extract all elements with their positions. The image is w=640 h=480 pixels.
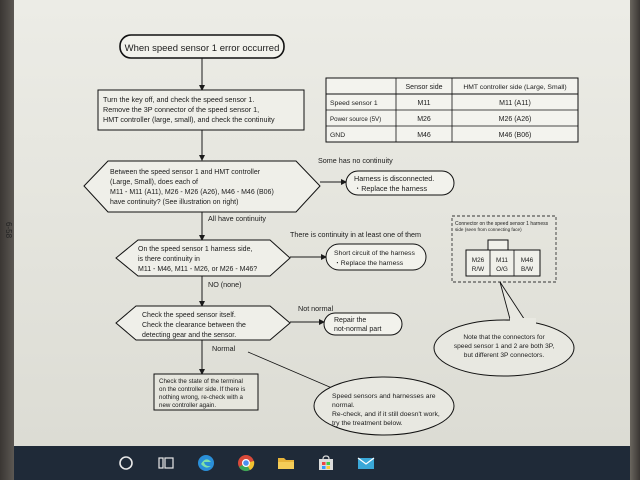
decision-continuity-line-3: M11 - M11 (A11), M26 - M26 (A26), M46 - M46 (B06) bbox=[110, 189, 274, 196]
table-row-1-controller: M11 (A11) bbox=[499, 100, 531, 107]
start-terminal-text: When speed sensor 1 error occurred bbox=[124, 43, 280, 54]
table-header-sensor-side: Sensor side bbox=[405, 84, 443, 91]
callout-sensors-normal-line-4: try the treatment below. bbox=[332, 420, 403, 427]
step-check-controller-line-3: nothing wrong, re-check with a bbox=[159, 394, 243, 401]
label-some-no-continuity: Some has no continuity bbox=[318, 156, 393, 165]
table-header-controller-side: HMT controller side (Large, Small) bbox=[463, 84, 567, 91]
result-repair-part-line-2: not-normal part bbox=[334, 326, 382, 333]
task-view-icon[interactable] bbox=[146, 446, 186, 480]
result-harness-disconnected-line-1: Harness is disconnected. bbox=[354, 174, 435, 183]
result-short-circuit-line-2: ・Replace the harness bbox=[334, 260, 404, 267]
table-row-1-sensor: M11 bbox=[417, 100, 431, 107]
pin-table bbox=[326, 78, 578, 142]
windows-taskbar bbox=[14, 446, 630, 480]
step-check-controller-line-4: new controller again. bbox=[159, 402, 217, 409]
pin-1-color: R/W bbox=[471, 266, 485, 273]
table-row-3-sensor: M46 bbox=[417, 132, 431, 139]
label-normal: Normal bbox=[212, 344, 236, 353]
label-all-have-continuity: All have continuity bbox=[208, 214, 266, 223]
callout-sensors-normal-line-1: Speed sensors and harnesses are bbox=[332, 393, 436, 400]
table-row-3-label: GND bbox=[330, 132, 346, 139]
connector-title-line-1: Connector on the speed sensor 1 harness bbox=[455, 221, 549, 227]
connector-note-line-2: speed sensor 1 and 2 are both 3P, bbox=[453, 343, 555, 350]
connector-note-line-1: Note that the connectors for bbox=[463, 334, 545, 341]
monitor-bezel-left bbox=[0, 0, 14, 480]
connector-illustration bbox=[452, 216, 556, 282]
step-check-line-2: Remove the 3P connector of the speed sensor 1, bbox=[103, 105, 260, 114]
step-check-line-3: HMT controller (large, small), and check the continuity bbox=[103, 115, 275, 124]
result-repair-part-line-1: Repair the bbox=[334, 317, 367, 324]
callout-pointer-bottom bbox=[248, 352, 332, 388]
manual-page-flowchart bbox=[14, 0, 630, 446]
page-side-number: 6-58 bbox=[4, 222, 13, 239]
decision-sensor-check-line-2: Check the clearance between the bbox=[142, 322, 246, 329]
decision-short-circuit-line-2: is there continuity in bbox=[138, 256, 200, 263]
decision-continuity-line-4: have continuity? (See illustration on right) bbox=[110, 199, 239, 206]
monitor-bezel-right bbox=[630, 0, 640, 480]
label-continuity-at-least-one: There is continuity in at least one of them bbox=[290, 230, 422, 239]
connector-title-line-2: side (seen from connecting face) bbox=[455, 227, 522, 232]
pin-1-name: M26 bbox=[471, 257, 485, 264]
pin-2-color: O/G bbox=[496, 266, 508, 273]
file-explorer-icon[interactable] bbox=[266, 446, 306, 480]
store-icon[interactable] bbox=[306, 446, 346, 480]
table-row-2-sensor: M26 bbox=[417, 116, 431, 123]
decision-sensor-check-line-1: Check the speed sensor itself. bbox=[142, 312, 236, 319]
label-no-none: NO (none) bbox=[208, 280, 242, 289]
table-row-2-controller: M26 (A26) bbox=[498, 116, 532, 123]
document-viewer bbox=[14, 0, 630, 446]
table-row-2-label: Power source (5V) bbox=[330, 116, 382, 123]
decision-short-circuit-line-1: On the speed sensor 1 harness side, bbox=[138, 246, 253, 253]
chrome-icon[interactable] bbox=[226, 446, 266, 480]
result-harness-disconnected-line-2: ・Replace the harness bbox=[354, 184, 428, 193]
connector-note-line-3: but different 3P connectors. bbox=[463, 352, 545, 359]
step-check-line-1: Turn the key off, and check the speed sensor 1. bbox=[103, 95, 255, 104]
edge-icon[interactable] bbox=[186, 446, 226, 480]
step-check-controller-line-2: on the controller side. If there is bbox=[159, 386, 246, 393]
start-circle-icon[interactable] bbox=[106, 446, 146, 480]
decision-continuity-line-1: Between the speed sensor 1 and HMT controller bbox=[110, 169, 261, 176]
table-row-1-label: Speed sensor 1 bbox=[330, 100, 378, 107]
mail-icon[interactable] bbox=[346, 446, 386, 480]
decision-short-circuit-line-3: M11 - M46, M11 - M26, or M26 - M46? bbox=[138, 266, 258, 273]
decision-continuity-line-2: (Large, Small), does each of bbox=[110, 179, 198, 186]
label-not-normal: Not normal bbox=[298, 304, 334, 313]
pin-2-name: M11 bbox=[496, 257, 508, 264]
decision-sensor-check-line-3: detecting gear and the sensor. bbox=[142, 332, 237, 339]
callout-sensors-normal-line-2: normal. bbox=[332, 402, 355, 409]
step-check-controller-line-1: Check the state of the terminal bbox=[159, 378, 243, 385]
table-row-3-controller: M46 (B06) bbox=[498, 132, 532, 139]
pin-3-name: M46 bbox=[520, 257, 534, 264]
result-short-circuit-line-1: Short circuit of the harness bbox=[334, 250, 415, 257]
pin-3-color: B/W bbox=[520, 266, 534, 273]
callout-sensors-normal-line-3: Re-check, and if it still doesn't work, bbox=[332, 411, 440, 418]
